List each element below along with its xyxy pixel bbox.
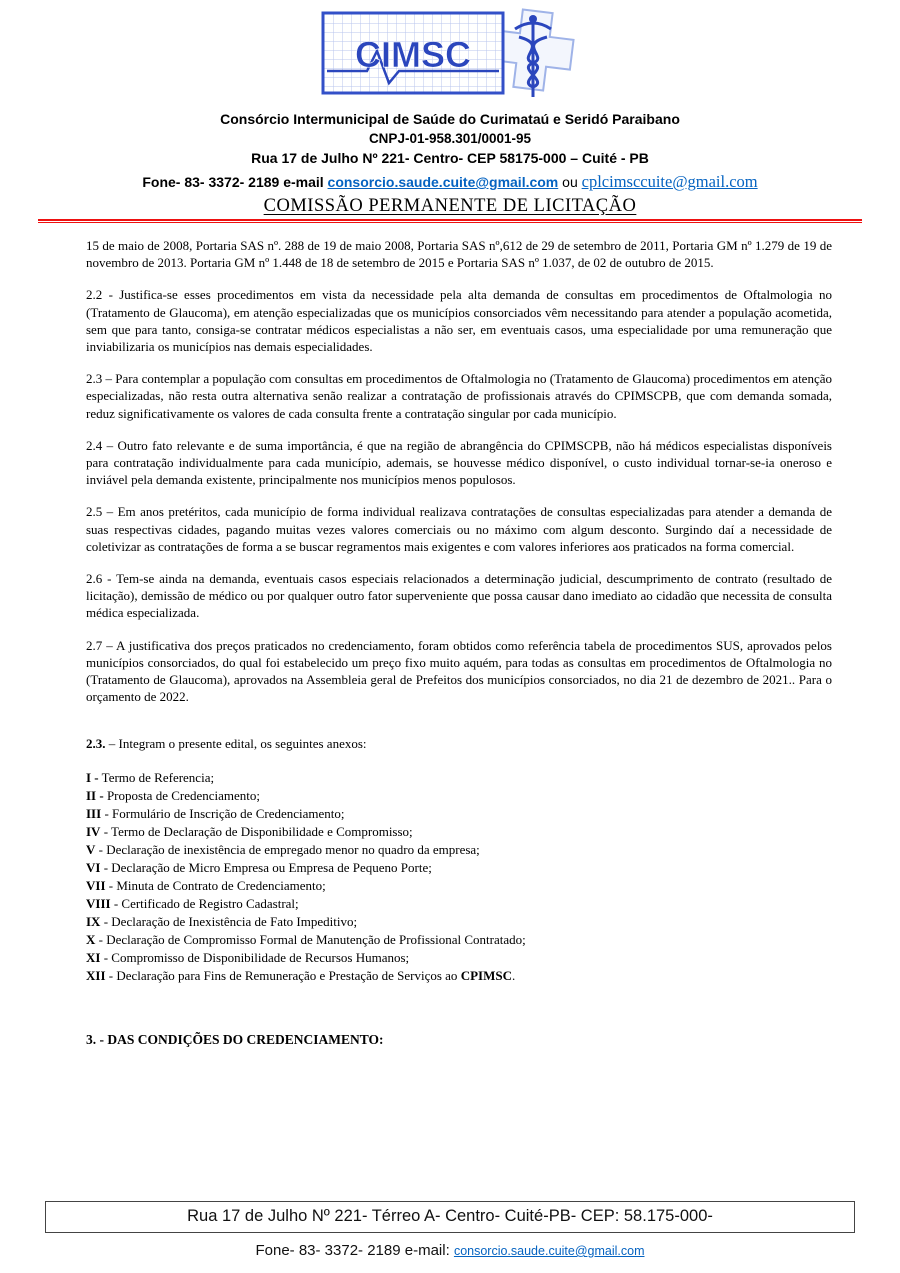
section-heading: 3. - DAS CONDIÇÕES DO CREDENCIAMENTO: (86, 1031, 384, 1047)
annex-numeral: XII (86, 967, 106, 983)
annex-item (86, 877, 832, 895)
email-separator: ou (558, 174, 582, 190)
annex-text: . (511, 967, 516, 983)
paragraph-list (86, 237, 832, 705)
body-paragraph: 2.5 – Em anos pretéritos, cada município de forma individual realizava contratações de consultas especializadas para atender a demanda de suas respectivas cidades, pagando muitas vezes valores comerciais ou no máximo com algum desconto. Surgindo daí a necessidade de coletivizar as contratações de forma a se buscar regramentos mais exigentes e com valores inferiores aos praticados na forma comercial. (86, 504, 832, 554)
logo-text: CIMSC (355, 34, 471, 75)
annex-numeral: II - (86, 787, 104, 803)
body-paragraph: 2.2 - Justifica-se esses procedimentos em vista da necessidade pela alta demanda de consultas em procedimentos de Oftalmologia no (Tratamento de Glaucoma), em atenção especializadas que os municípios consorciados vêm necessitando para atender a população acometida, sem que para tanto, consiga-se contratar médicos especialistas a não ser, em eventuais casos, uma especialidade por uma remuneração que inviabilizaria os municípios nas demais especialidades. (86, 287, 832, 355)
body-paragraph: 2.4 – Outro fato relevante e de suma importância, é que na região de abrangência do CPIMSCPB, não há médicos especialistas disponíveis para contratação individualmente para cada município, ademais, se houvesse médico disponível, o custo individual tornar-se-ia oneroso e inviável pela demanda existente, principalmente nos municípios menos populosos. (86, 437, 832, 488)
footer-email-link[interactable]: consorcio.saude.cuite@gmail.com (453, 1244, 645, 1258)
email-link-primary[interactable]: consorcio.saude.cuite@gmail.com (327, 174, 559, 190)
annex-numeral: CPIMSC (460, 967, 512, 983)
annex-numeral: IV (86, 823, 101, 839)
cimsc-logo (315, 5, 585, 103)
annex-intro-text: – Integram o presente edital, os seguintes anexos: (105, 736, 367, 752)
red-double-divider (38, 219, 862, 223)
annex-numeral: IX (86, 913, 101, 929)
annex-intro (86, 735, 832, 752)
annex-intro-number: 2.3. (86, 736, 106, 752)
annex-text: - Formulário de Inscrição de Credenciamento; (101, 805, 345, 821)
phone-text: Fone- 83- 3372- 2189 e-mail (142, 174, 328, 190)
email-link-secondary[interactable]: cplcimsccuite@gmail.com (581, 172, 758, 191)
annex-text: - Minuta de Contrato de Credenciamento; (105, 877, 326, 893)
annex-text: - Certificado de Registro Cadastral; (110, 895, 299, 911)
annex-text: - Declaração de Inexistência de Fato Impeditivo; (100, 913, 358, 929)
footer-address: Rua 17 de Julho Nº 221- Térreo A- Centro- Cuité-PB- CEP: 58.175-000- (187, 1207, 713, 1225)
annex-numeral: VIII (86, 895, 111, 911)
org-address: Rua 17 de Julho Nº 221- Centro- CEP 58175-000 – Cuité - PB (251, 150, 649, 166)
annex-item (86, 859, 832, 877)
annex-numeral: XI (86, 949, 101, 965)
document-body (86, 237, 832, 1048)
annex-text: - Termo de Declaração de Disponibilidade e Compromisso; (100, 823, 413, 839)
annex-numeral: VI (86, 859, 101, 875)
annex-text: - Declaração de Micro Empresa ou Empresa de Pequeno Porte; (100, 859, 432, 875)
annex-text: - Declaração para Fins de Remuneração e Prestação de Serviços ao (105, 967, 461, 983)
annex-text: - Compromisso de Disponibilidade de Recursos Humanos; (100, 949, 410, 965)
annex-numeral: X (86, 931, 96, 947)
body-paragraph: 2.3 – Para contemplar a população com consultas em procedimentos de Oftalmologia no (Tratamento de Glaucoma) procedimentos em atenção especializadas, não resta outra alternativa senão realizar a contratação de profissionais através do CPIMSCPB, que com demanda somada, reduz significativamente os valores de cada consulta frente a contratação singular por cada município. (86, 371, 832, 421)
document-footer (0, 1201, 900, 1259)
annex-text: - Declaração de inexistência de empregado menor no quadro da empresa; (95, 841, 480, 857)
body-paragraph: 2.7 – A justificativa dos preços praticados no credenciamento, foram obtidos como referência tabela de procedimentos SUS, aprovados pelos municípios consorciados, do qual foi estabelecido um preço fixo muito aquém, para todas as consultas em procedimentos de Oftalmologia no (Tratamento de Glaucoma), aprovados na Assembleia geral de Prefeitos dos municípios consorciados, no dia 21 de dezembro de 2021.. Para o orçamento de 2022. (86, 637, 832, 705)
org-cnpj: CNPJ-01-958.301/0001-95 (368, 131, 532, 146)
annex-item (86, 913, 832, 931)
org-contact-line (0, 172, 900, 192)
footer-contact-line (0, 1242, 900, 1259)
annex-item (86, 841, 832, 859)
annex-item (86, 787, 832, 805)
annex-numeral: V (86, 841, 96, 857)
annex-item (86, 805, 832, 823)
annex-numeral: I - (86, 769, 99, 785)
annex-text: Termo de Referencia; (98, 769, 215, 785)
annex-item (86, 895, 832, 913)
cimsc-logo-graphic (315, 5, 585, 103)
annex-text: Proposta de Credenciamento; (103, 787, 261, 803)
annex-list (86, 769, 832, 985)
body-paragraph: 15 de maio de 2008, Portaria SAS nº. 288 de 19 de maio 2008, Portaria SAS nº,612 de 29 de setembro de 2011, Portaria GM nº 1.279 de 19 de novembro de 2013. Portaria GM nº 1.448 de 18 de setembro de 2015 e Portaria SAS nº 1.037, de 02 de outubro de 2015. (86, 238, 832, 271)
annex-item (86, 967, 832, 985)
annex-item (86, 769, 832, 787)
body-paragraph: 2.6 - Tem-se ainda na demanda, eventuais casos especiais relacionados a determinação judicial, descumprimento de contrato (resultado de licitação), demissão de médico ou por qualquer outro fator superveniente que possa causar dano imediato ao cidadão que necessita de consulta médica especializada. (86, 571, 832, 621)
annex-text: - Declaração de Compromisso Formal de Manutenção de Profissional Contratado; (95, 931, 526, 947)
annex-item (86, 949, 832, 967)
commission-title: COMISSÃO PERMANENTE DE LICITAÇÃO (263, 196, 637, 216)
footer-phone-text: Fone- 83- 3372- 2189 e-mail: (255, 1242, 454, 1259)
org-name: Consórcio Intermunicipal de Saúde do Curimataú e Seridó Paraibano (220, 111, 680, 127)
annex-numeral: VII (86, 877, 106, 893)
footer-address-box (45, 1201, 855, 1233)
annex-numeral: III (86, 805, 102, 821)
annex-item (86, 931, 832, 949)
document-header (0, 0, 900, 223)
annex-item (86, 823, 832, 841)
